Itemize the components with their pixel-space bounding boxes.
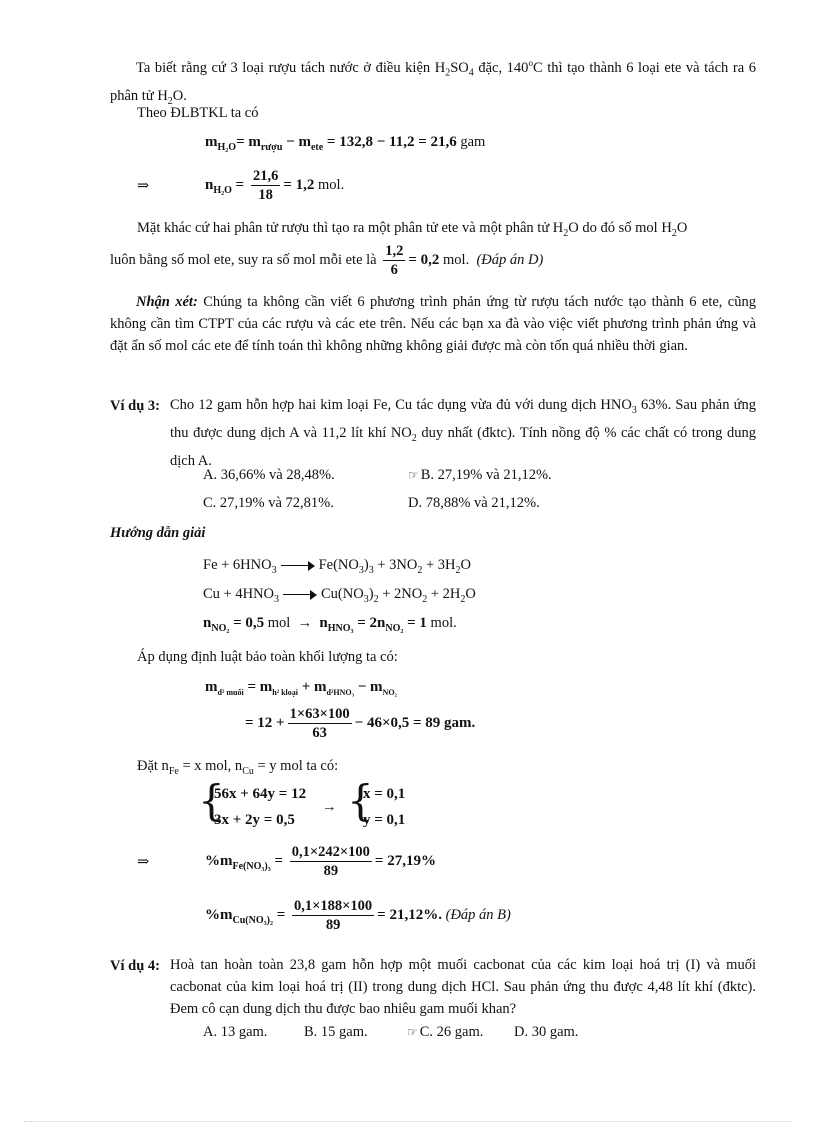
- fraction-acid-mass: $\frac{1\times 63\times 100}{63}$: [289, 705, 350, 741]
- implies-symbol-2: ⇒: [137, 854, 150, 870]
- percent-cu: $\%m_{Cu(NO_3)_2}$ = $\frac{0,1\times 188\times 100}{89}$ = 21,12%. (Đáp án B): [205, 897, 511, 933]
- example4-option-b: B. 15 gam.: [304, 1024, 368, 1040]
- answer-b: (Đáp án B): [441, 907, 511, 923]
- example3-option-b: ☞ B. 27,19% và 21,12%.: [408, 467, 552, 483]
- system-eq1: 56x + 64y = 12: [214, 786, 307, 802]
- conservation-text: Áp dụng định luật bảo toàn khối lượng ta có:: [137, 649, 398, 665]
- correct-flag-icon: ☞: [407, 1025, 418, 1039]
- intro-theo: Theo ĐLBTKL ta có: [137, 105, 259, 121]
- equation-water-mol: $n_{H_2O}$ = $\frac{21,6}{18}$ = 1,2 mol.: [205, 167, 345, 203]
- example4-question: Hoà tan hoàn toàn 23,8 gam hỗn hợp một muối cacbonat của các kim loại hoá trị (I) và muối cacbonat của kim loại hoá trị (II) trong dung dịch HCl. Sau phản ứng thu được 4,48 lít khí (đktc). Đem cô cạn dung dịch thu được bao nhiêu gam muối khan?: [170, 957, 756, 1017]
- example4-option-c: ☞ C. 26 gam.: [407, 1024, 484, 1040]
- example3-option-d: D. 78,88% và 21,12%.: [408, 495, 540, 511]
- example4-label: Ví dụ 4:: [110, 958, 160, 974]
- left-brace-icon: {: [198, 776, 225, 825]
- paragraph-ether-line1: Mặt khác cứ hai phân tử rượu thì tạo ra một phân tử ete và một phân tử $H_2O$ do đó số mol $H_2O$: [137, 220, 688, 239]
- reaction-arrow-icon: [283, 590, 317, 600]
- mass-equation: $m_{d^2 muối} = m_{h^2 kloại} + m_{d^2HNO_3} - m_{NO_2}$: [205, 679, 397, 697]
- example3-question: Cho 12 gam hỗn hợp hai kim loại Fe, Cu tác dụng vừa đủ với dung dịch $HNO_3$ 63%. Sau phản ứng thu được dung dịch A và 11,2 lít khí $NO_2$ duy nhất (đktc). Tính nồng độ % các chất có trong dung dịch A.: [170, 397, 756, 469]
- left-brace-icon: {: [347, 776, 374, 825]
- fraction-ether-mol: $\frac{1,2}{6}$: [385, 242, 404, 278]
- remark-paragraph: Nhận xét: Chúng ta không cần viết 6 phương trình phản ứng từ rượu tách nước tạo thành 6 ete, cũng không cần tìm CTPT của các rượu và các ete trên. Nếu các bạn xa đà vào việc viết phương trình phản ứng và đặt ẩn số mol các ete để tính toán thì không những không giải được mà còn tốn quá nhiều thời gian.: [110, 294, 756, 354]
- intro-paragraph: Ta biết rằng cứ 3 loại rượu tách nước ở điều kiện $H_2SO_4$ đặc, 140$^o$C thì tạo thành 6 loại ete và tách ra 6 phân tử $H_2O$.: [110, 58, 756, 107]
- variable-definition: Đặt $n_{Fe} = x$ mol, $n_{Cu} = y$ mol ta có:: [137, 758, 339, 777]
- example4-option-d: D. 30 gam.: [514, 1024, 579, 1040]
- page-bottom-divider: [24, 1121, 792, 1122]
- example3-option-c: C. 27,19% và 72,81%.: [203, 495, 334, 511]
- example3-label: Ví dụ 3:: [110, 398, 160, 414]
- answer-d: (Đáp án D): [476, 252, 544, 268]
- system-eq2: 3x + 2y = 0,5: [214, 812, 295, 828]
- example3-option-a: A. 36,66% và 28,48%.: [203, 467, 335, 483]
- reaction-fe: $Fe + 6HNO_3$ $Fe(NO_3)_3 + 3NO_2 + 3H_2O$: [203, 557, 471, 576]
- reaction-arrow-icon: [281, 561, 315, 571]
- paragraph-ether-line2: luôn bằng số mol ete, suy ra số mol mỗi ete là $\frac{1,2}{6}$ = 0,2 mol. (Đáp án D): [110, 242, 544, 278]
- equation-water-mass: $m_{H_2O}= m_{rượu} - m_{ete} = 132,8 - 11,2 = 21,6$ gam: [205, 134, 486, 153]
- percent-fe: $\%m_{Fe(NO_3)_3}$ = $\frac{0,1\times 242\times 100}{89}$ = 27,19%: [205, 843, 436, 879]
- result-x: x = 0,1: [363, 786, 406, 802]
- fraction-percent-fe: $\frac{0,1\times 242\times 100}{89}$: [291, 843, 370, 879]
- system-arrow: →: [322, 799, 337, 815]
- fraction-water-mol: $\frac{21,6}{18}$: [252, 167, 279, 203]
- solution-title: Hướng dẫn giải: [110, 525, 206, 541]
- result-y: y = 0,1: [363, 812, 406, 828]
- correct-flag-icon: ☞: [408, 468, 419, 482]
- example4-option-a: A. 13 gam.: [203, 1024, 268, 1040]
- mass-calculation: = 12 + $\frac{1\times 63\times 100}{63}$ − 46×0,5 = 89 gam.: [245, 705, 476, 741]
- mol-relations: $n_{NO_2} = 0,5$ mol → $n_{HNO_3} = 2n_{NO_2} = 1$ mol.: [203, 615, 457, 634]
- fraction-percent-cu: $\frac{0,1\times 188\times 100}{89}$: [294, 897, 373, 933]
- reaction-cu: $Cu + 4HNO_3$ $Cu(NO_3)_2 + 2NO_2 + 2H_2O$: [203, 586, 476, 605]
- implies-symbol-1: ⇒: [137, 178, 150, 194]
